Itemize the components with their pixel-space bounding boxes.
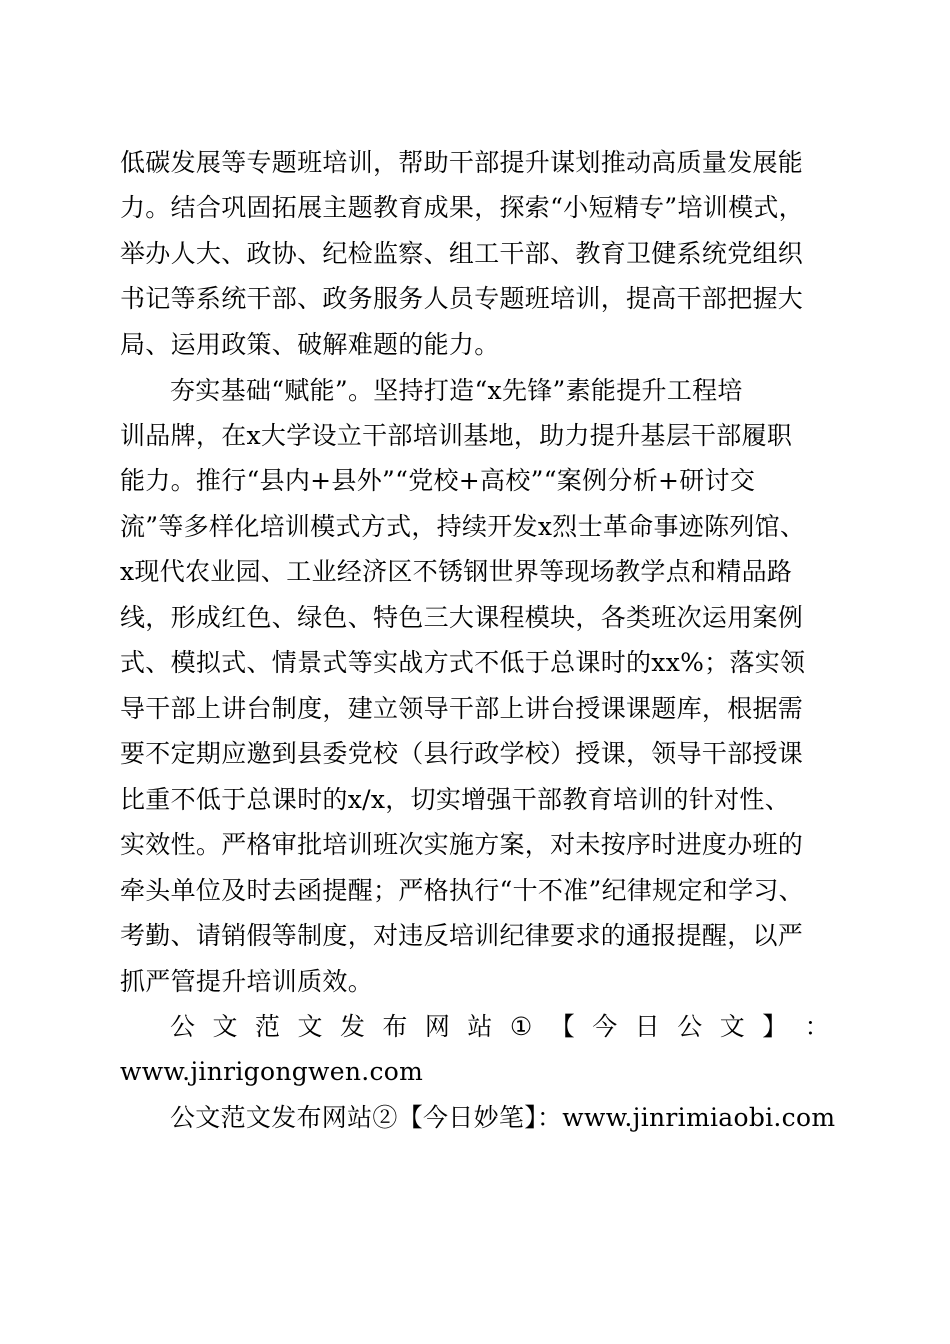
paragraph-1-line-3: 举办人大、政协、纪检监察、组工干部、教育卫健系统党组织 [120, 239, 804, 268]
site1-char: 网 [424, 1012, 451, 1041]
footer-site-2: 公文范文发布网站②【今日妙笔】：www.jinrimiaobi.com [170, 1103, 836, 1132]
paragraph-2-line-12: 牵头单位及时去函提醒；严格执行“十不准”纪律规定和学习、 [120, 876, 804, 905]
paragraph-2-line-13: 考勤、请销假等制度，对违反培训纪律要求的通报提醒，以严 [120, 921, 804, 950]
site1-char: 公 [677, 1012, 703, 1041]
site1-char: 布 [382, 1012, 408, 1041]
site1-char: 【 [549, 1012, 576, 1041]
paragraph-2-line-7: 式、模拟式、情景式等实战方式不低于总课时的xx%；落实领 [120, 648, 806, 677]
paragraph-1-line-5: 局、运用政策、破解难题的能力。 [120, 330, 500, 359]
site1-char: 发 [339, 1012, 366, 1041]
paragraph-2-line-4: 流”等多样化培训模式方式，持续开发x烈士革命事迹陈列馆、 [120, 512, 806, 541]
paragraph-1-line-4: 书记等系统干部、政务服务人员专题班培训，提高干部把握大 [120, 284, 804, 313]
paragraph-2-line-2: 训品牌，在x大学设立干部培训基地，助力提升基层干部履职 [120, 421, 793, 450]
site1-char: 范 [254, 1012, 281, 1041]
site1-char: ： [804, 1012, 830, 1041]
site1-char: 文 [719, 1012, 746, 1041]
site1-char: 站 [467, 1012, 493, 1041]
paragraph-2-line-3: 能力。推行“县内+县外”“党校+高校”“案例分析+研讨交 [120, 466, 756, 495]
paragraph-1-line-2: 力。结合巩固拓展主题教育成果，探索“小短精专”培训模式， [120, 193, 804, 222]
paragraph-2-line-1: 夯实基础“赋能”。坚持打造“x先锋”素能提升工程培 [170, 376, 743, 405]
paragraph-2-line-6: 线，形成红色、绿色、特色三大课程模块，各类班次运用案例 [120, 603, 804, 632]
site1-char: 文 [212, 1012, 238, 1041]
site1-char: 日 [634, 1012, 661, 1041]
paragraph-2-line-11: 实效性。严格审批培训班次实施方案，对未按序时进度办班的 [120, 830, 804, 859]
paragraph-2-line-5: x现代农业园、工业经济区不锈钢世界等现场教学点和精品路 [120, 557, 793, 586]
site1-char: 今 [592, 1012, 618, 1041]
site1-char: 文 [297, 1012, 323, 1041]
site1-char: ① [509, 1012, 533, 1041]
footer-site-1-url: www.jinrigongwen.com [120, 1057, 424, 1086]
site1-char: 】 [762, 1012, 788, 1041]
paragraph-1-line-1: 低碳发展等专题班培训，帮助干部提升谋划推动高质量发展能 [120, 148, 804, 177]
paragraph-2-line-14: 抓严管提升培训质效。 [120, 967, 374, 996]
site1-char: 公 [170, 1012, 196, 1041]
paragraph-2-line-9: 要不定期应邀到县委党校（县行政学校）授课，领导干部授课 [120, 739, 804, 768]
paragraph-2-line-10: 比重不低于总课时的x/x，切实增强干部教育培训的针对性、 [120, 785, 791, 814]
footer-site-1-label [170, 1007, 830, 1047]
paragraph-2-line-8: 导干部上讲台制度，建立领导干部上讲台授课课题库，根据需 [120, 694, 804, 723]
